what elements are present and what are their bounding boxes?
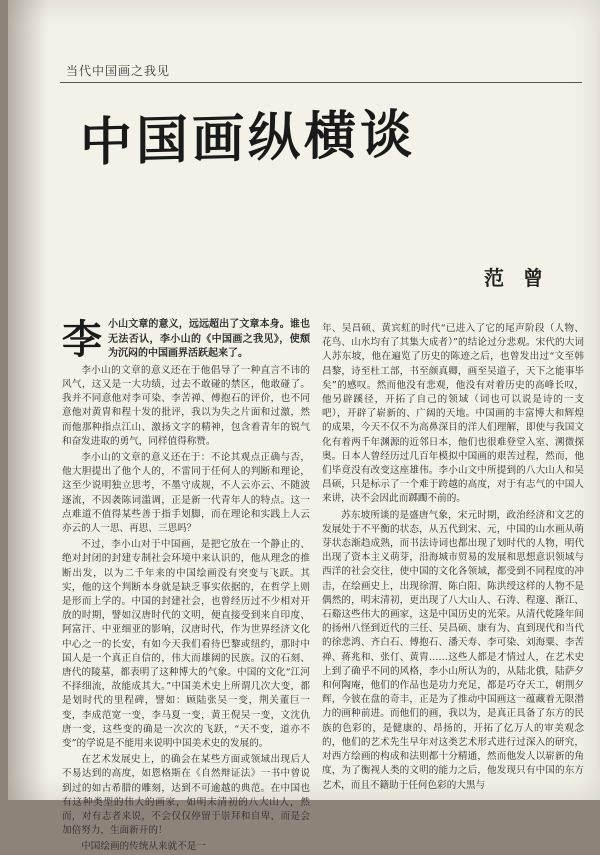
paragraph: 苏东坡所谈的是盛唐气象，宋元时期，政治经济和文艺的发展处于不平衡的状态，从五代到宋、元，中国的山水画从萌芽状态渐趋成熟，而书法诗词也都出现了划时代的人物，明代出现了资本主义萌芽，沿海城市贸易的发展和思想意识领域与西洋的社会交往，使中国的文化各领域，都受到不同程度的冲击，在绘画史上，出现徐渭、陈白阳、陈洪绶这样的人物不是偶然的，明末清初，更出现了八大山人、石涛、程邃、渐江、石谿这些伟大的画家，这是中国历史的光荣。从清代乾隆年间的扬州八怪到近代的三任、吴昌硕、康有为、直到现代和当代的徐悲鸿、齐白石、傅抱石、潘天寿、李可染、刘海粟、李苦禅、蒋兆和、张仃、黄胄……这些人都是才情过人，在艺术史上到了确乎不同的风格，李小山所认为的，从陆北俄，陆萨夕和何陶庵，他们的作品也是功力充足，都是巧夺天工，朝荆夕辉，今彼在盘的奇丰，正是为了推动中国画这一蕴藏着无限潜力的画种前进。而他们的画，我以为，是真正具备了东方的民族的色彩的，是健康的、昂扬的，开拓了亿万人的审美观念的，他们的艺术先生早年对这类艺术形式进行过深入的研究，对西方绘画的构成和法则都十分精通，然而他发人以崭新的角度，为了衡视人类的文明的能力之后，他发现只有中国的东方艺术，而且不籍助于任何色彩的大黑与 xyxy=(322,509,584,791)
paragraph: 李小山的文章的意义还在于：不论其观点正确与否，他大胆提出了他个人的，不雷同于任何人的判断和理论，这至少说明独立思考，不墨守成规，不人云亦云、不随波逐流，不因袭陈词滥调，正是新一代青年人的特点。这一点难道不值得某些善于指手划脚，而在理论和实践上人云亦云的人一思、再思、三思吗？ xyxy=(62,452,310,535)
lead-text: 小山文章的意义，远远超出了文章本身。谁也无法否认，李小山的《中国画之我见》，使颓为沉闷的中国画界活跃起来了。 xyxy=(108,319,310,360)
paragraph: 李小山的文章的意义还在于他倡导了一种直言不讳的风气，这又是一大功绩，过去不敢碰的禁区，他敢碰了。我并不同意他对李可染、李苦禅、傅抱石的评价，也不同意他对黄胄和程十发的批评，我以为失之片面和过激，然而他那种指点江山、激扬文字的精神，包含着青年的锐气和奋发进取的勇气，同样值得称赞。 xyxy=(62,364,310,447)
paragraph: 在艺术发展史上，的确会在某些方面或领域出现后人不易达到的高度，如恩格斯在《自然辩证法》一书中曾说到过的如古希腊的雕刻，达到不可逾越的典范。在中国也有这种类型的伟大的画家，如明末清初的八大山人，然而，对有志者来说，不会仅仅停留于崇拜和自卑，而是会加倍努力，生面新开的！ xyxy=(62,754,310,837)
right-column xyxy=(322,322,584,802)
paragraph: 不过，李小山对于中国画，是把它放在一个静止的、绝对封闭的封建专制社会环境中来认识的，他从理念的推断出发，以为二千年来的中国绘画没有突变与飞跃。其实，他的这个判断本身就是缺乏事实依据的，在哲学上则是形而上学的。中国的封建社会，也曾经历过不少相对开放的时期，譬如汉唐时代的文明，便直接受到来自印度、阿富汗、中亚细亚的影响，汉唐时代，作为世界经济文化中心之一的长安，有如今天我们看待巴黎或纽约，那时中国人是一个真正自信的，伟大而雄阔的民族。汉的石刻、唐代的陵墓，都表明了这种博大的气象。中国的文化“江河不择细流，故能成其大。”中国美术史上所谓几次大变，都是划时代的里程碑，譬如：顾陆张吴一变，荆关董巨一变，李成范宽一变，李马夏一变，黄王倪吴一变，文沈仇唐一变，这些变的确是一次次的飞跃，“天不变，道亦不变”的学说是不能用来说明中国美术史的发展的。 xyxy=(62,539,310,750)
running-head: 当代中国画之我见 xyxy=(66,64,171,78)
author-name: 范 曾 xyxy=(484,266,549,290)
page-fold-shadow xyxy=(8,0,48,800)
paragraph: 中国绘画的传统从来就不是一 xyxy=(81,841,206,853)
magazine-page xyxy=(8,0,600,853)
drop-cap: 李 xyxy=(62,317,102,363)
paragraph: 年、吴昌硕、黄宾虹的时代“已进入了它的尾声阶段（人物、花鸟、山水均有了其集大成者）”的结论过分悲观。宋代的大词人苏东坡，他在遍览了历史的陈迹之后，也曾发出过“文至韩昌黎，诗至杜工部，书至颜真卿，画至吴道子，天下之能事毕矣”的感叹。然而他没有悲观，他没有对着历史的高峰长叹，他另辟蹊径，开拓了自己的领域（词也可以说是诗的一支吧），开辟了崭新的、广阔的天地。中国画的丰富博大和辉煌的成果，今天不仅不为高鼻深目的洋人们理解，即使与我国文化有着两千年渊源的近邻日本，他们也很难登堂入室、溯微探奥。日本人曾经历过几百年模拟中国画的艰苦过程，然而，他们毕竟没有改变这座雄伟。李小山文中所提到的八大山人和吴昌硕，只是标示了一个难于跨越的高度，对于有志气的中国人来讲，决不会因此而踯躅不前的。 xyxy=(322,323,584,505)
header-rule xyxy=(60,82,582,83)
left-column xyxy=(62,317,310,853)
lead-paragraph xyxy=(62,318,310,362)
article-title: 中国画纵横谈 xyxy=(80,104,417,174)
